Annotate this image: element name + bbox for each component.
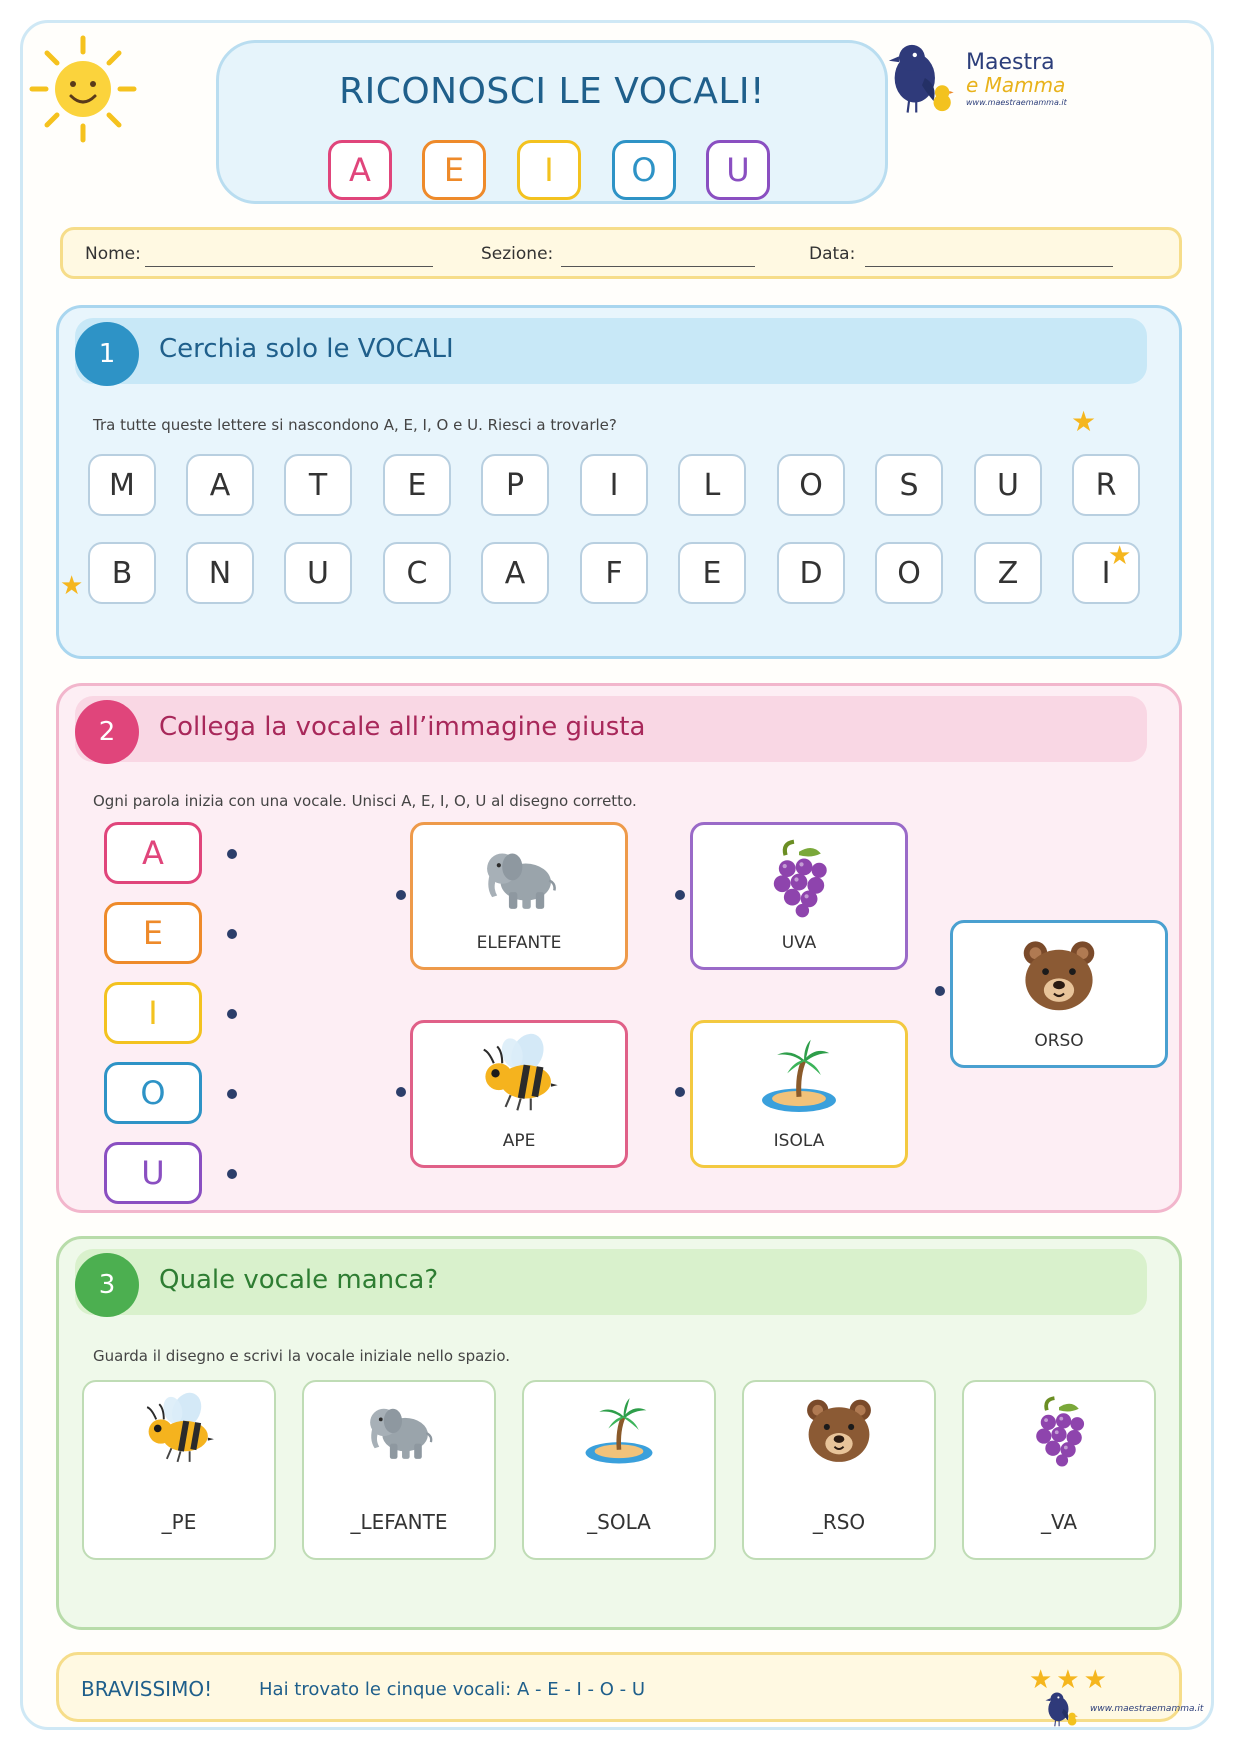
date-label: Data: [809,244,856,264]
section-1-description: Tra tutte queste lettere si nascondono A, E, I, O e U. Riesci a trovarle? [93,416,617,434]
header-vowel-o: O [612,140,676,200]
letter-tile[interactable]: D [777,542,845,604]
match-vowel-o: O [104,1062,202,1124]
section-label: Sezione: [481,244,554,264]
letter-tile[interactable]: S [875,454,943,516]
footer-message: Hai trovato le cinque vocali: A - E - I - O - U [259,1679,646,1700]
picture-uva[interactable] [690,822,908,970]
grapes-icon [757,835,841,919]
letter-tile[interactable]: R [1072,454,1140,516]
connector-dot[interactable] [935,986,945,996]
picture-ape[interactable] [410,1020,628,1168]
connector-dot[interactable] [396,1087,406,1097]
letter-tile[interactable]: O [875,542,943,604]
letter-tile[interactable]: U [974,454,1042,516]
bird-logo-icon [1044,1690,1080,1728]
card-word: _VA [1040,1510,1078,1534]
match-vowel-a: A [104,822,202,884]
missing-vowel-card[interactable] [302,1380,496,1560]
letter-tile[interactable]: P [481,454,549,516]
match-vowel-e: E [104,902,202,964]
star-icon: ★ [60,571,84,601]
bear-icon [801,1392,877,1468]
picture-orso[interactable] [950,920,1168,1068]
letter-tile[interactable]: N [186,542,254,604]
sun-icon [28,34,138,144]
section-3-header [75,1249,1147,1315]
header-vowel-e: E [422,140,486,200]
letter-tile[interactable]: F [580,542,648,604]
letter-tile[interactable]: M [88,454,156,516]
card-word: _LEFANTE [350,1510,448,1534]
logo-subtitle: e Mamma [966,73,1066,97]
picture-label: APE [502,1131,536,1151]
connector-dot[interactable] [227,849,237,859]
section-2-header [75,696,1147,762]
elephant-icon [477,835,561,919]
picture-label: ORSO [1034,1031,1084,1051]
header-vowel-u: U [706,140,770,200]
island-icon [757,1033,841,1117]
match-vowel-u: U [104,1142,202,1204]
star-icon: ★ [1108,541,1132,571]
section-1-header [75,318,1147,384]
island-icon [581,1392,657,1468]
star-icon: ★ [1071,405,1097,438]
picture-label: ELEFANTE [476,933,562,953]
section-field[interactable] [561,266,755,267]
letter-tile[interactable]: A [186,454,254,516]
letter-tile[interactable]: I [1072,542,1140,604]
letter-tile[interactable]: L [678,454,746,516]
footer-bravo: BRAVISSIMO! [81,1677,213,1701]
bear-icon [1017,933,1101,1017]
footer-url: www.maestraemamma.it [1090,1704,1204,1714]
section-3-title: Quale vocale manca? [159,1265,439,1295]
letter-tile[interactable]: A [481,542,549,604]
letter-tile[interactable]: I [580,454,648,516]
bird-logo-icon [886,40,958,116]
letter-tile[interactable]: U [284,542,352,604]
page-title: RICONOSCI LE VOCALI! [339,71,765,112]
connector-dot[interactable] [675,1087,685,1097]
letter-tile[interactable]: E [383,454,451,516]
connector-dot[interactable] [227,1089,237,1099]
section-2-number: 2 [75,700,139,764]
letter-tile[interactable]: C [383,542,451,604]
letter-tile[interactable]: E [678,542,746,604]
missing-vowel-card[interactable] [962,1380,1156,1560]
section-1-title: Cerchia solo le VOCALI [159,334,454,364]
missing-vowel-card[interactable] [522,1380,716,1560]
section-3-number: 3 [75,1253,139,1317]
connector-dot[interactable] [227,1169,237,1179]
picture-elefante[interactable] [410,822,628,970]
footer-bar [56,1652,1182,1722]
connector-dot[interactable] [396,890,406,900]
picture-label: ISOLA [773,1131,825,1151]
name-label: Nome: [85,244,141,264]
section-1-number: 1 [75,322,139,386]
section-3-description: Guarda il disegno e scrivi la vocale iniziale nello spazio. [93,1347,511,1365]
missing-vowel-card[interactable] [82,1380,276,1560]
letter-tile[interactable]: B [88,542,156,604]
missing-vowel-card[interactable] [742,1380,936,1560]
elephant-icon [361,1392,437,1468]
card-word: _RSO [812,1510,866,1534]
match-vowel-i: I [104,982,202,1044]
header-vowel-i: I [517,140,581,200]
section-2-title: Collega la vocale all’immagine giusta [159,712,646,742]
connector-dot[interactable] [675,890,685,900]
letter-tile[interactable]: T [284,454,352,516]
logo-url: www.maestraemamma.it [966,98,1067,107]
footer-stars-icon: ★★★ [1029,1665,1111,1695]
bee-icon [141,1392,217,1468]
student-info-bar [60,227,1182,279]
logo-title: Maestra [966,50,1055,75]
picture-label: UVA [781,933,817,953]
header-vowel-a: A [328,140,392,200]
card-word: _PE [161,1510,197,1534]
section-2-description: Ogni parola inizia con una vocale. Unisci A, E, I, O, U al disegno corretto. [93,792,637,810]
date-field[interactable] [865,266,1113,267]
picture-isola[interactable] [690,1020,908,1168]
letter-tile[interactable]: O [777,454,845,516]
grapes-icon [1021,1392,1097,1468]
letter-tile[interactable]: Z [974,542,1042,604]
name-field[interactable] [145,266,433,267]
card-word: _SOLA [587,1510,651,1534]
connector-dot[interactable] [227,929,237,939]
bee-icon [477,1033,561,1117]
connector-dot[interactable] [227,1009,237,1019]
